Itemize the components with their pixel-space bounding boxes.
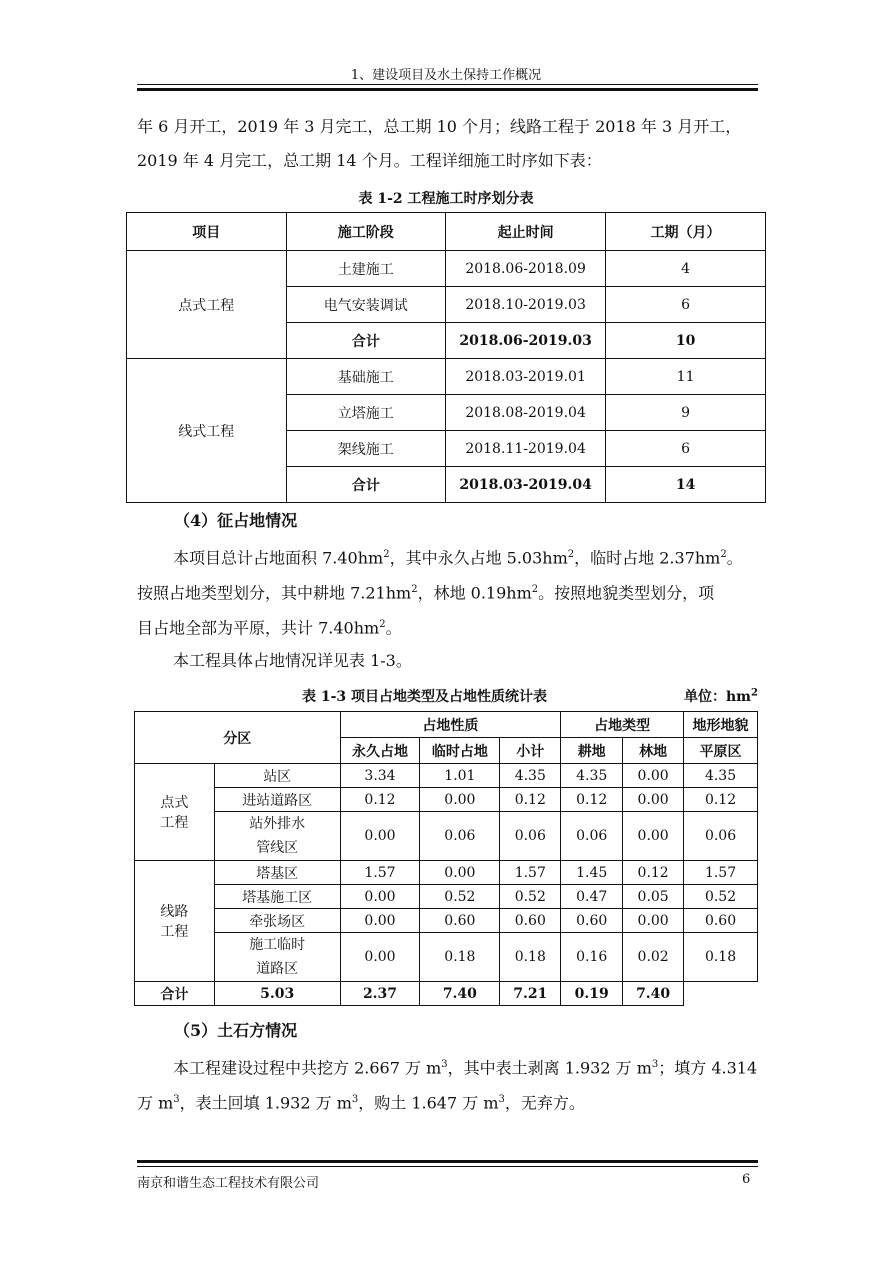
- cell-value: 0.00: [623, 788, 684, 812]
- cell-total: 0.19: [561, 982, 623, 1006]
- cell-value: 0.18: [684, 933, 758, 982]
- cell-total: 7.40: [420, 982, 500, 1006]
- cell-stage: 电气安装调试: [286, 287, 446, 323]
- cell-period: 2018.08-2019.04: [446, 395, 606, 431]
- th-plain: 平原区: [684, 738, 758, 764]
- running-header: 1、建设项目及水土保持工作概况: [350, 68, 542, 83]
- zone-name: 施工临时 道路区: [214, 933, 340, 982]
- cell-total: 7.21: [500, 982, 561, 1006]
- table13-caption: 表 1-3 项目占地类型及占地性质统计表: [302, 689, 548, 705]
- cell-value: 0.12: [561, 788, 623, 812]
- footer-rule-thin: [137, 1166, 758, 1167]
- footer-rule-thick: [137, 1160, 758, 1163]
- cell-period: 2018.10-2019.03: [446, 287, 606, 323]
- table13-unit: 单位：$hm^2$: [684, 687, 758, 705]
- section5-line-2: 万 $m^3$，表土回填 1.932 万 $m^3$，购土 1.647 万 $m^3$，无弃方。: [137, 1093, 585, 1113]
- cell-stage: 基础施工: [286, 359, 446, 395]
- footer-company: 南京和谐生态工程技术有限公司: [137, 1176, 320, 1191]
- cell-value: 0.16: [561, 933, 623, 982]
- cell-value: 0.18: [420, 933, 500, 982]
- th-stage: 施工阶段: [286, 213, 446, 251]
- cell-stage: 立塔施工: [286, 395, 446, 431]
- cell-value: 0.00: [340, 909, 420, 933]
- cell-stage: 架线施工: [286, 431, 446, 467]
- th-subtotal: 小计: [500, 738, 561, 764]
- cell-value: 0.00: [420, 788, 500, 812]
- section4-line-1: 本项目总计占地面积 $7.40hm^2$，其中永久占地 $5.03hm^2$，临时占地 $2.37hm^2$。: [173, 548, 743, 568]
- cell-total: 2.37: [340, 982, 420, 1006]
- cell-value: 0.00: [340, 885, 420, 909]
- cell-value: 4.35: [561, 764, 623, 788]
- cell-value: 0.06: [420, 812, 500, 861]
- intro-line-2: 2019 年 4 月完工，总工期 14 个月。工程详细施工时序如下表：: [137, 151, 602, 170]
- cell-total-label: 合计: [286, 467, 446, 503]
- cell-value: 0.00: [340, 933, 420, 982]
- cell-value: 0.00: [623, 812, 684, 861]
- cell-value: 0.12: [340, 788, 420, 812]
- schedule-table: [126, 212, 766, 503]
- section4-line-3: 目占地全部为平原，共计 $7.40hm^2$。: [137, 618, 402, 638]
- land-use-table: [134, 711, 758, 1006]
- group-point-project: 点式 工程: [135, 764, 215, 861]
- cell-value: 1.01: [420, 764, 500, 788]
- zone-name: 站外排水 管线区: [214, 812, 340, 861]
- section4-line-2: 按照占地类型划分，其中耕地 $7.21hm^2$，林地 $0.19hm^2$。按照地貌类型划分，项: [137, 583, 715, 603]
- cell-value: 4.35: [500, 764, 561, 788]
- cell-value: 0.12: [684, 788, 758, 812]
- th-duration: 工期（月）: [606, 213, 766, 251]
- section4-heading: （4）征占地情况: [174, 511, 298, 530]
- cell-value: 1.57: [340, 861, 420, 885]
- cell-value: 0.60: [561, 909, 623, 933]
- zone-total-label: 合计: [135, 982, 215, 1006]
- cell-value: 0.00: [420, 861, 500, 885]
- cell-value: 1.45: [561, 861, 623, 885]
- cell-value: 0.52: [420, 885, 500, 909]
- section5-line-1: 本工程建设过程中共挖方 2.667 万 $m^3$，其中表土剥离 1.932 万 $m^3$；填方 4.314: [173, 1058, 758, 1078]
- cell-value: 0.12: [623, 861, 684, 885]
- cell-value: 0.52: [500, 885, 561, 909]
- intro-line-1: 年 6 月开工，2019 年 3 月完工，总工期 10 个月；线路工程于 2018 年 3 月开工，: [137, 117, 742, 136]
- cell-value: 1.57: [500, 861, 561, 885]
- zone-name: 塔基区: [214, 861, 340, 885]
- cell-value: 0.18: [500, 933, 561, 982]
- cell-value: 0.12: [500, 788, 561, 812]
- cell-value: 0.06: [684, 812, 758, 861]
- table12-caption: 表 1-2 工程施工时序划分表: [358, 191, 534, 207]
- header-rule-thick: [137, 88, 758, 91]
- cell-value: 0.06: [500, 812, 561, 861]
- cell-value: 0.60: [684, 909, 758, 933]
- cell-total: 5.03: [214, 982, 340, 1006]
- cell-total: 7.40: [623, 982, 684, 1006]
- th-nature: 占地性质: [340, 712, 561, 738]
- zone-name: 进站道路区: [214, 788, 340, 812]
- zone-name: 牵张场区: [214, 909, 340, 933]
- cell-period: 2018.03-2019.01: [446, 359, 606, 395]
- cell-duration: 11: [606, 359, 766, 395]
- cell-total-duration: 10: [606, 323, 766, 359]
- cell-duration: 9: [606, 395, 766, 431]
- cell-value: 0.00: [340, 812, 420, 861]
- cell-value: 0.05: [623, 885, 684, 909]
- cell-duration: 6: [606, 431, 766, 467]
- section5-heading: （5）土石方情况: [174, 1021, 298, 1040]
- th-farmland: 耕地: [561, 738, 623, 764]
- th-temporary: 临时占地: [420, 738, 500, 764]
- group-line-project: 线路 工程: [135, 861, 215, 982]
- th-project: 项目: [127, 213, 287, 251]
- cell-value: 4.35: [684, 764, 758, 788]
- th-permanent: 永久占地: [340, 738, 420, 764]
- th-forest: 林地: [623, 738, 684, 764]
- cell-period: 2018.06-2018.09: [446, 251, 606, 287]
- section4-line-4: 本工程具体占地情况详见表 1-3。: [173, 651, 412, 670]
- zone-name: 站区: [214, 764, 340, 788]
- cell-value: 0.47: [561, 885, 623, 909]
- cell-value: 0.00: [623, 764, 684, 788]
- cell-value: 0.06: [561, 812, 623, 861]
- page-number: 6: [742, 1172, 751, 1187]
- cell-total-period: 2018.03-2019.04: [446, 467, 606, 503]
- cell-value: 1.57: [684, 861, 758, 885]
- cell-value: 0.00: [623, 909, 684, 933]
- cell-value: 0.02: [623, 933, 684, 982]
- cell-stage: 土建施工: [286, 251, 446, 287]
- th-type: 占地类型: [561, 712, 684, 738]
- th-landform: 地形地貌: [684, 712, 758, 738]
- zone-name: 塔基施工区: [214, 885, 340, 909]
- cell-total-label: 合计: [286, 323, 446, 359]
- cell-duration: 6: [606, 287, 766, 323]
- cell-value: 0.60: [420, 909, 500, 933]
- cell-total-period: 2018.06-2019.03: [446, 323, 606, 359]
- group-line: 线式工程: [127, 359, 287, 503]
- cell-duration: 4: [606, 251, 766, 287]
- cell-value: 0.60: [500, 909, 561, 933]
- cell-period: 2018.11-2019.04: [446, 431, 606, 467]
- cell-total-duration: 14: [606, 467, 766, 503]
- cell-value: 0.52: [684, 885, 758, 909]
- group-point: 点式工程: [127, 251, 287, 359]
- th-period: 起止时间: [446, 213, 606, 251]
- header-rule-thin: [137, 84, 758, 85]
- th-zone: 分区: [135, 712, 341, 764]
- cell-value: 3.34: [340, 764, 420, 788]
